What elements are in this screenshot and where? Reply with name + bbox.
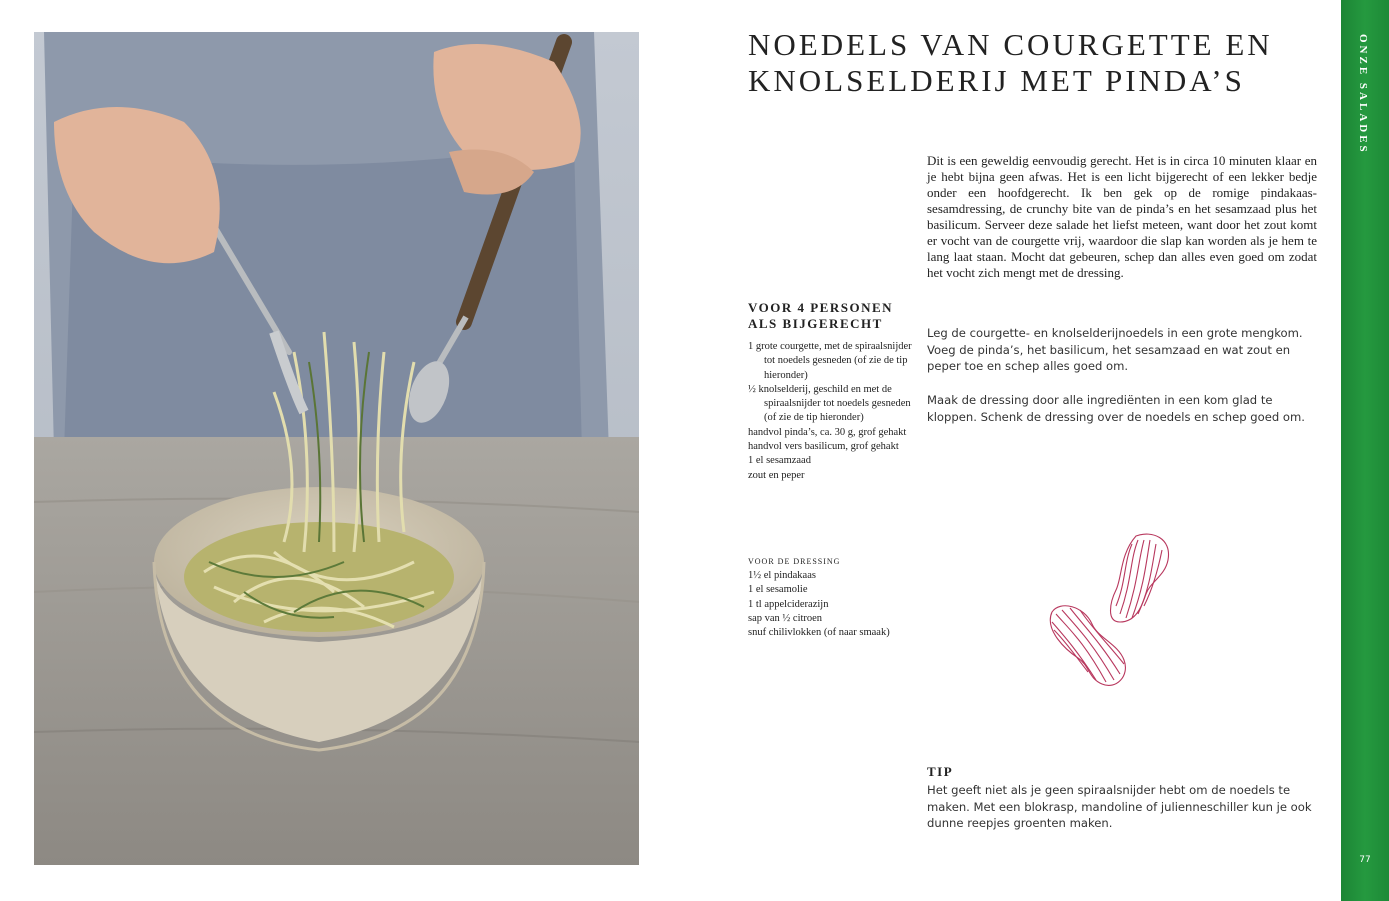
recipe-photo [34,32,639,865]
recipe-intro: Dit is een geweldig eenvoudig gerecht. Het is in circa 10 minuten klaar en je hebt bijna geen afwas. Het is een licht bijgerecht of een lekker bedje onder een hoofdgerecht. Ik ben gek op de romige pindakaas-sesamdressing, de crunchy bite van de pinda’s en het sesamzaad plus het basilicum. Serveer deze salade het liefst meteen, want door het zout komt er vocht van de courgette vrij, waardoor die slap kan worden als je hem te lang laat staan. Mocht dat gebeuren, schep dan alles even goed om zodat het vocht zich mengt met de dressing. [927,153,1317,280]
dressing-item: snuf chilivlokken (of naar smaak) [748,627,890,639]
ingredient-list [748,340,913,483]
dressing-item: sap van ½ citroen [748,612,823,624]
ingredient-item: 1 grote courgette, met de spiraalsnijder tot noedels gesneden (of zie de tip hieronder) [748,341,912,381]
tip-text: Het geeft niet als je geen spiraalsnijder hebt om de noedels te maken. Met een blokrasp, mandoline of julienneschiller kun je ook dunne reepjes groenten maken. [927,783,1312,830]
chapter-label: ONZE SALADES [1357,34,1369,155]
salad-photo-illustration [34,32,639,865]
dressing-item: 1 el sesamolie [748,584,808,596]
dressing-item: 1 tl appelciderazijn [748,598,829,610]
ingredient-item: 1 el sesamzaad [748,455,811,467]
method-step-2: Maak de dressing door alle ingrediënten in een kom glad te kloppen. Schenk de dressing over de noedels en schep goed om. [927,393,1305,424]
tip-heading: TIP [927,764,954,779]
recipe-title-line-2: KNOLSELDERIJ MET PINDA’S [748,63,1245,98]
ingredient-item: handvol pinda’s, ca. 30 g, grof gehakt [748,426,907,438]
page-number: 77 [1359,855,1371,865]
recipe-title-line-1: NOEDELS VAN COURGETTE EN [748,27,1273,62]
recipe-title [748,27,1273,99]
ingredient-item: handvol vers basilicum, grof gehakt [748,441,899,453]
ingredient-item: ½ knolselderij, geschild en met de spiraalsnijder tot noedels gesneden (of zie de tip hieronder) [748,383,911,424]
method-step-1: Leg de courgette- en knolselderijnoedels in een grote mengkom. Voeg de pinda’s, het basilicum, het sesamzaad en wat zout en peper toe en schep alles goed om. [927,326,1303,373]
servings-line-2: ALS BIJGERECHT [748,316,883,331]
dressing-list [748,569,913,640]
peanut-illustration-icon [1040,530,1180,690]
dressing-heading: VOOR DE DRESSING [748,557,841,566]
servings-line-1: VOOR 4 PERSONEN [748,300,894,315]
dressing-item: 1½ el pindakaas [748,570,816,581]
ingredient-item: zout en peper [748,469,805,481]
servings-heading [748,300,918,332]
